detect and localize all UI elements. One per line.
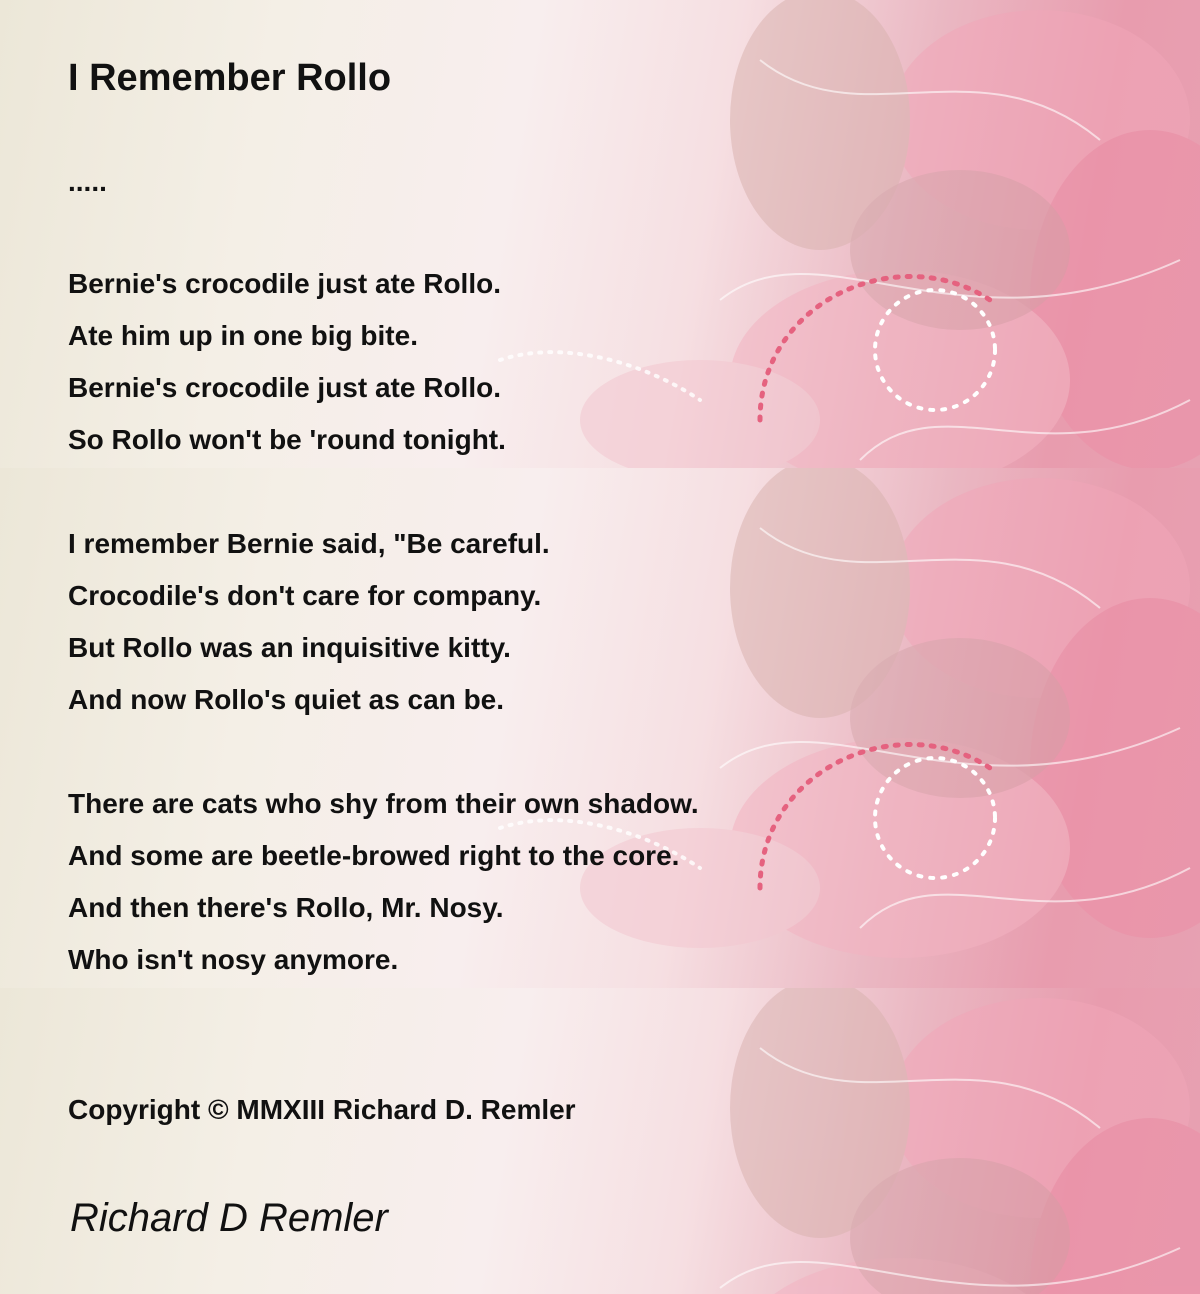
poem-line: Ate him up in one big bite. [68, 320, 418, 351]
poem-title: I Remember Rollo [68, 57, 392, 99]
poem-line: I remember Bernie said, "Be careful. [68, 528, 550, 559]
copyright-notice: Copyright © MMXIII Richard D. Remler [68, 1094, 576, 1125]
poem-line: And some are beetle-browed right to the core. [68, 840, 680, 871]
poem-line: There are cats who shy from their own shadow. [68, 788, 699, 819]
poem-line: Who isn't nosy anymore. [68, 944, 399, 975]
poem-line: Bernie's crocodile just ate Rollo. [68, 268, 501, 299]
stanza-3 [68, 778, 699, 986]
poem-line: And now Rollo's quiet as can be. [68, 684, 505, 715]
stanza-1 [68, 258, 506, 466]
stanza-2 [68, 518, 550, 726]
poem-intro: ..... [68, 166, 107, 197]
poem-line: But Rollo was an inquisitive kitty. [68, 632, 511, 663]
poem-line: And then there's Rollo, Mr. Nosy. [68, 892, 504, 923]
poem-line: Bernie's crocodile just ate Rollo. [68, 372, 501, 403]
poem-line: So Rollo won't be 'round tonight. [68, 424, 506, 455]
author-name: Richard D Remler [70, 1196, 388, 1240]
poem-line: Crocodile's don't care for company. [68, 580, 542, 611]
